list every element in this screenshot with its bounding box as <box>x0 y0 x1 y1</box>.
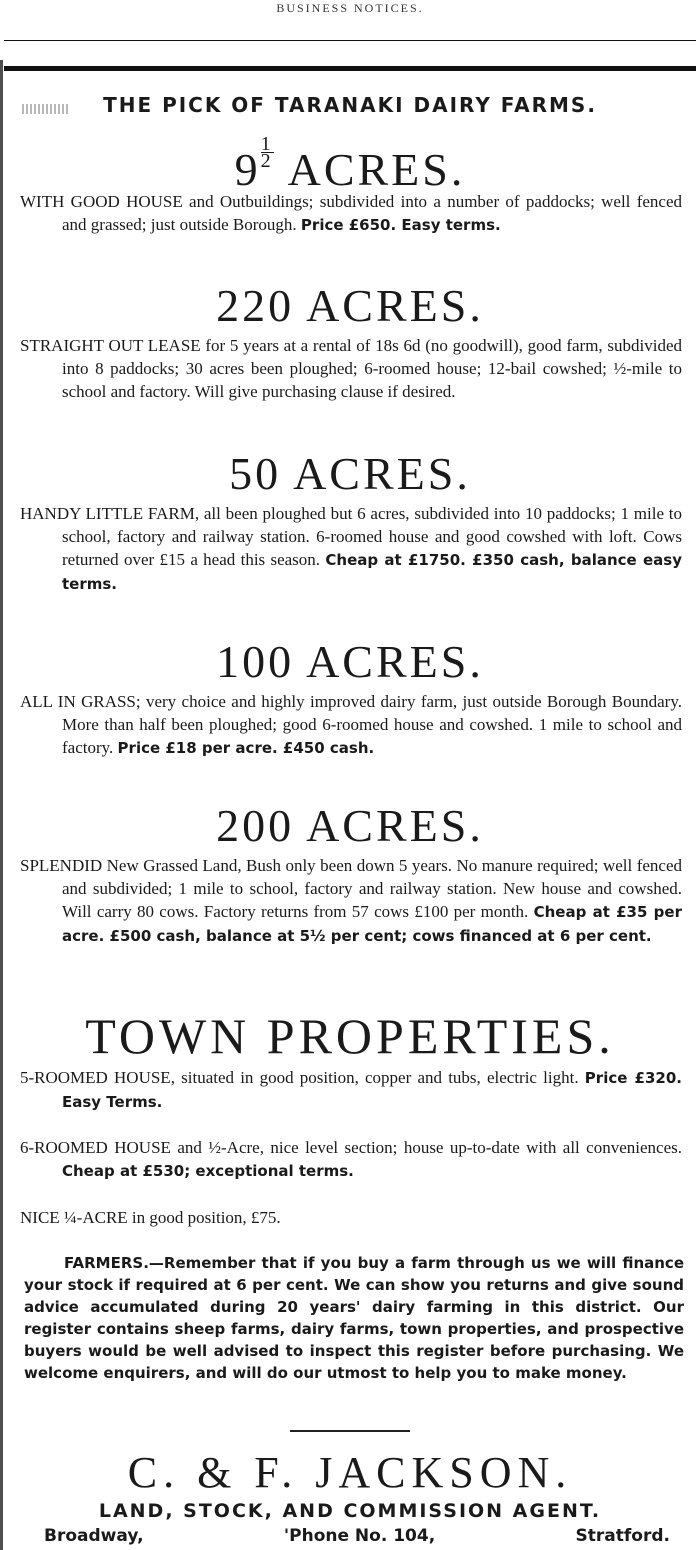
heading-unit: ACRES. <box>287 144 466 195</box>
farm-heading: 200 ACRES. <box>216 800 484 851</box>
listing-text: STRAIGHT OUT LEASE for 5 years at a rental of 18s 6d (no goodwill), good farm, subdivided into 8 paddocks; 30 acres been ploughed; 6-roomed house; 12-bail cowshed; ½-mile to school and factory. Will give purchasing clause if desired. <box>20 336 682 401</box>
farm-heading: 100 ACRES. <box>216 636 484 687</box>
listing-text: 6-ROOMED HOUSE and ½-Acre, nice level section; house up-to-date with all conveniences. <box>20 1138 682 1157</box>
agent-address: Broadway, <box>44 1526 144 1546</box>
ad-top-border <box>4 66 696 71</box>
section-divider <box>290 1430 410 1432</box>
listing-price: Price £320. Easy Terms. <box>62 1069 683 1111</box>
farm-heading-9-half-acres <box>0 133 700 196</box>
farm-heading: 220 ACRES. <box>216 280 484 331</box>
listing-price: Price £18 per acre. £450 cash. <box>117 739 375 757</box>
farm-listing <box>20 190 682 237</box>
farm-listing <box>20 854 682 948</box>
agent-phone: 'Phone No. 104, <box>283 1526 436 1546</box>
header-rule <box>4 40 696 41</box>
farm-listing <box>20 334 682 403</box>
town-listing <box>20 1066 682 1114</box>
listing-price: Cheap at £1750. £350 cash, balance easy terms. <box>62 551 682 593</box>
fraction-denominator: 2 <box>260 150 274 172</box>
listing-text: ALL IN GRASS; very choice and highly improved dairy farm, just outside Borough Boundary. More than half been ploughed; good 6-roomed house and cowshed. 1 mile to school and factory. <box>20 692 682 757</box>
listing-text: 5-ROOMED HOUSE, situated in good position, copper and tubs, electric light. <box>20 1068 579 1087</box>
listing-text: NICE ¼-ACRE in good position, £75. <box>20 1208 281 1227</box>
listing-price: Cheap at £35 per acre. £500 cash, balance at 5½ per cent; cows financed at 6 per cent. <box>62 903 682 945</box>
agent-title: LAND, STOCK, AND COMMISSION AGENT. <box>98 1500 602 1522</box>
heading-fraction <box>260 133 274 172</box>
listing-price: Cheap at £530; exceptional terms. <box>62 1162 354 1180</box>
listing-text: SPLENDID New Grassed Land, Bush only been down 5 years. No manure required; well fenced and subdivided; 1 mile to school, factory and railway station. New house and cowshed. Will carry 80 cows. Factory returns from 57 cows £100 per month. <box>20 856 682 921</box>
farmers-notice: FARMERS.—Remember that if you buy a farm through us we will finance your stock if required at 6 per cent. We can show you returns and give sound advice accumulated during 20 years' dairy farming in this district. Our register contains sheep farms, dairy farms, town properties, and prospective buyers would be well advised to inspect this register before purchasing. We welcome enquirers, and will do our utmost to help you to make money. <box>24 1254 684 1382</box>
farm-listing <box>20 690 682 760</box>
listing-text: HANDY LITTLE FARM, all been ploughed but 6 acres, subdivided into 10 paddocks; 1 mile to school, factory and railway station. 6-roomed house and good cowshed with loft. Cows returned over £15 a head this season. <box>20 504 682 569</box>
agent-town: Stratford. <box>575 1526 670 1546</box>
fraction-numerator: 1 <box>260 133 274 155</box>
heading-whole: 9 <box>234 144 261 195</box>
ad-banner: THE PICK OF TARANAKI DAIRY FARMS. <box>103 93 597 117</box>
town-listing <box>20 1206 682 1229</box>
town-listing <box>20 1136 682 1183</box>
farm-listing <box>20 502 682 596</box>
listing-text: WITH GOOD HOUSE and Outbuildings; subdivided into a number of paddocks; well fenced and grassed; just outside Borough. <box>20 192 682 234</box>
listing-price: Price £650. Easy terms. <box>300 216 501 234</box>
agent-name: C. & F. JACKSON. <box>127 1448 573 1497</box>
town-properties-heading: TOWN PROPERTIES. <box>85 1008 615 1064</box>
page-header: BUSINESS NOTICES. <box>276 1 424 15</box>
agent-contact <box>44 1524 670 1548</box>
farm-heading: 50 ACRES. <box>229 448 471 499</box>
